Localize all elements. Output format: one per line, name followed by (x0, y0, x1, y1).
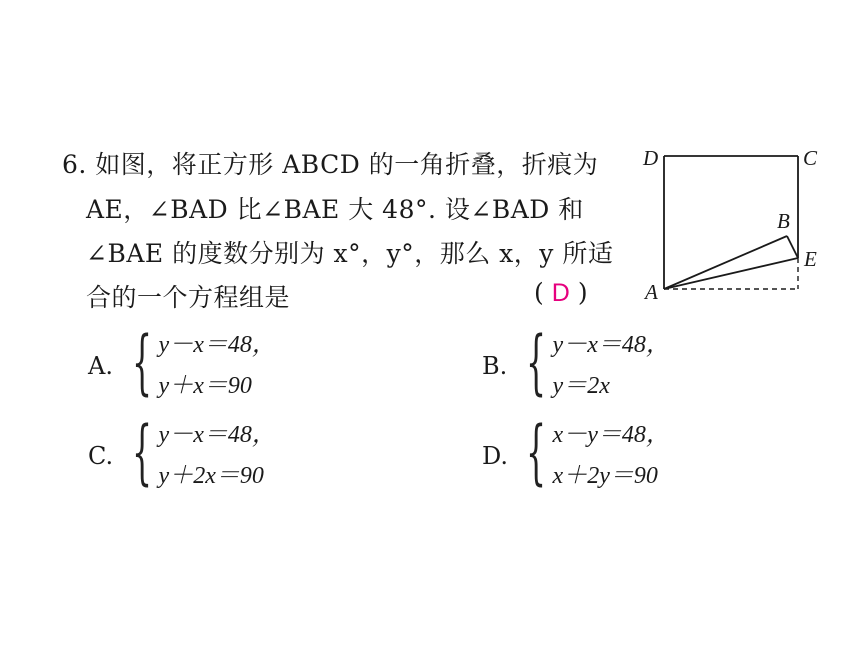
equation-1: y－x＝48， (158, 422, 276, 448)
label-e: E (804, 247, 817, 271)
answer-letter: D (551, 279, 570, 307)
crease-ae (664, 258, 798, 289)
label-c: C (803, 146, 818, 170)
option-label: A. (88, 352, 113, 380)
paren-close: ) (577, 278, 588, 307)
option-label: C. (88, 442, 114, 470)
option-label: B. (482, 352, 508, 380)
brace-icon: { (526, 321, 547, 403)
equation-2: y＝2x (552, 373, 610, 399)
equation-1: y－x＝48， (552, 332, 670, 358)
equation-2: y＋x＝90 (158, 373, 252, 399)
equation-1: x－y＝48， (552, 422, 670, 448)
brace-icon: { (526, 411, 547, 493)
brace-icon: { (132, 321, 153, 403)
label-b: B (777, 209, 790, 233)
question-line-3: ∠BAE 的度数分别为 x°，y°，那么 x，y 所适 (86, 239, 614, 268)
label-d: D (643, 146, 659, 170)
option-label: D. (482, 442, 509, 470)
brace-icon: { (132, 411, 153, 493)
folded-side-ab (664, 236, 787, 289)
question-line-1: 6. 如图，将正方形 ABCD 的一角折叠，折痕为 (62, 150, 599, 179)
question-line-4: 合的一个方程组是 (86, 283, 291, 312)
question-line-2: AE，∠BAD 比∠BAE 大 48°. 设∠BAD 和 (86, 195, 584, 224)
equation-1: y－x＝48， (158, 332, 276, 358)
equation-2: y＋2x＝90 (158, 463, 264, 489)
equation-2: x＋2y＝90 (552, 463, 658, 489)
folded-side-be (787, 236, 798, 258)
paren-open: ( (534, 278, 544, 307)
label-a: A (645, 280, 658, 304)
